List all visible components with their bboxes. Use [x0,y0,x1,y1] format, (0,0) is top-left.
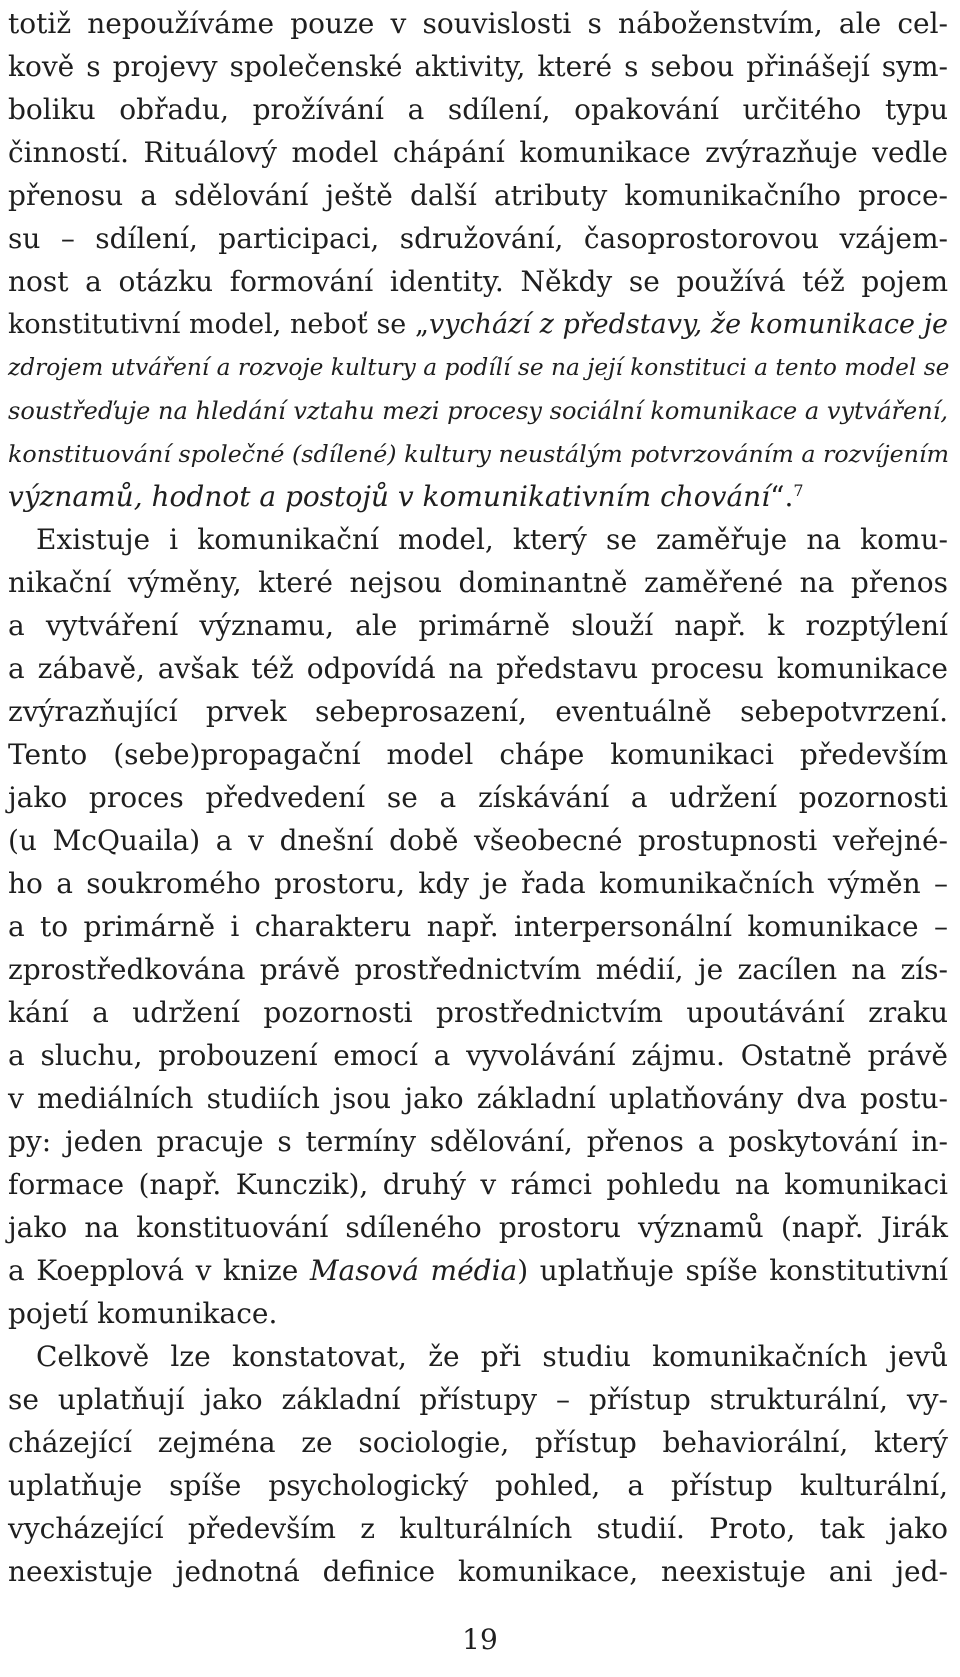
text-line: a vytváření významu, ale primárně slouží např. k rozptýlení [8,609,948,642]
italic-quote-text: významů, hodnot a postojů v komunikativním chování [8,480,771,513]
text-line: jako na konstituování sdíleného prostoru významů (např. Jirák [8,1211,948,1244]
text-line [8,305,948,345]
italic-quote-line: soustřeďuje na hledání vztahu mezi procesy sociální komunikace a vytváření, [8,397,948,425]
page-number: 19 [462,1623,498,1656]
text-line: zprostředkována právě prostřednictvím médií, je zacílen na zís- [8,953,948,986]
italic-quote-text: vychází z představy, že komunikace je [428,309,948,340]
book-title: Masová média [309,1254,518,1287]
text-line: py: jeden pracuje s termíny sdělování, přenos a poskytování in- [8,1125,948,1158]
text-line: su – sdílení, participaci, sdružování, časoprostorovou vzájem- [8,222,948,255]
text-line: uplatňuje spíše psychologický pohled, a přístup kulturální, [8,1469,948,1502]
paragraph-last-line: pojetí komunikace. [8,1297,278,1330]
text-line: totiž nepoužíváme pouze v souvislosti s náboženstvím, ale cel- [8,7,948,40]
text-line: činností. Rituálový model chápání komunikace zvýrazňuje vedle [8,136,948,169]
text-line: přenosu a sdělování ještě další atributy komunikačního proce- [8,179,948,212]
text-line [8,1251,948,1291]
text-line: zvýrazňující prvek sebeprosazení, eventuálně sebepotvrzení. [8,695,948,728]
text-line: kově s projevy společenské aktivity, které s sebou přinášejí sym- [8,50,948,83]
italic-quote-line: konstituování společné (sdílené) kultury neustálým potvrzováním a rozvíjením [8,440,950,468]
text-line: (u McQuaila) a v dnešní době všeobecné prostupnosti veřejné- [8,824,948,857]
paragraph-first-line: Existuje i komunikační model, který se zaměřuje na komu- [36,523,948,556]
text-run: konstitutivní model, neboť se „ [8,309,429,340]
text-line: a to primárně i charakteru např. interpersonální komunikace – [8,910,948,943]
text-line: cházející zejména ze sociologie, přístup behaviorální, který [8,1426,948,1459]
text-line: vycházející především z kulturálních studií. Proto, tak jako [8,1512,948,1545]
footnote-marker: 7 [793,481,804,500]
text-line: v mediálních studiích jsou jako základní uplatňovány dva postu- [8,1082,948,1115]
text-line: neexistuje jednotná definice komunikace, neexistuje ani jed- [8,1555,948,1588]
text-line: nost a otázku formování identity. Někdy se používá též pojem [8,265,948,298]
text-line: formace (např. Kunczik), druhý v rámci pohledu na komunikaci [8,1168,948,1201]
text-run: ) uplatňuje spíše konstitutivní [517,1254,948,1287]
text-line: boliku obřadu, prožívání a sdílení, opakování určitého typu [8,93,948,126]
text-run: “. [770,480,794,513]
text-line: jako proces předvedení se a získávání a udržení pozornosti [8,781,948,814]
text-line: ho a soukromého prostoru, kdy je řada komunikačních výměn – [8,867,948,900]
text-line: a sluchu, probouzení emocí a vyvolávání zájmu. Ostatně právě [8,1039,948,1072]
text-line: kání a udržení pozornosti prostřednictvím upoutávání zraku [8,996,948,1029]
text-line: a zábavě, avšak též odpovídá na představu procesu komunikace [8,652,948,685]
text-line: nikační výměny, které nejsou dominantně zaměřené na přenos [8,566,948,599]
paragraph-first-line: Celkově lze konstatovat, že při studiu komunikačních jevů [36,1340,948,1373]
text-line: Tento (sebe)propagační model chápe komunikaci především [8,738,948,771]
italic-quote-line: zdrojem utváření a rozvoje kultury a podílí se na její konstituci a tento model se [8,354,950,381]
text-line [8,477,948,517]
text-run: a Koepplová v knize [8,1254,310,1287]
text-line: se uplatňují jako základní přístupy – přístup strukturální, vy- [8,1383,948,1416]
